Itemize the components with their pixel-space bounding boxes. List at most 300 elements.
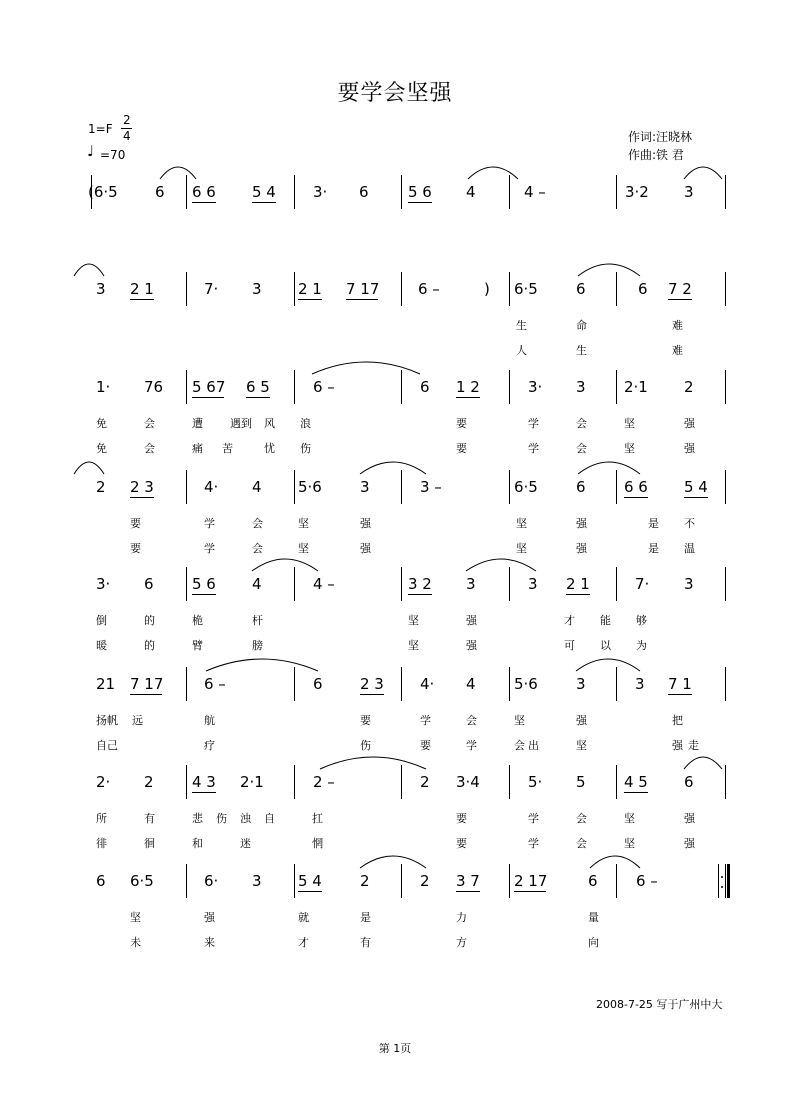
lyric-verse-2: 来	[204, 936, 215, 949]
bar-line	[294, 370, 295, 404]
page-number: 第 1页	[378, 1042, 412, 1055]
lyric-verse-2: 坚	[624, 442, 635, 455]
note-group: 3	[96, 280, 106, 298]
beam-underline	[624, 792, 648, 793]
lyric-verse-2: 要	[420, 739, 431, 752]
lyric-verse-2: 强	[672, 739, 683, 752]
note-group: 7 17	[346, 280, 380, 298]
lyric-verse-2: 出	[528, 739, 539, 752]
note-group: 6	[155, 183, 165, 201]
bar-line	[616, 667, 617, 701]
lyric-verse-2: 和	[192, 837, 203, 850]
bar-line	[509, 864, 510, 898]
beam-underline	[246, 397, 270, 398]
tie-arc	[252, 559, 318, 571]
bar-line	[186, 567, 187, 601]
lyric-verse-2: 坚	[408, 639, 419, 652]
lyric-verse-1: 学	[204, 517, 215, 530]
lyric-verse-1: 航	[204, 714, 215, 727]
note-group: 5 6	[408, 183, 432, 201]
lyricist-credit: 作词:汪晓林	[628, 130, 693, 144]
lyric-verse-1: 把	[672, 714, 683, 727]
note-group: 5 67	[192, 378, 226, 396]
bar-line	[401, 667, 402, 701]
lyric-verse-2: 痛	[192, 442, 203, 455]
lyric-verse-2: 强	[684, 837, 695, 850]
lyric-verse-1: 能	[600, 614, 611, 627]
tie-arc	[684, 167, 722, 179]
bar-line	[725, 765, 726, 799]
note-group: 2	[360, 872, 370, 890]
lyric-verse-1: 要	[360, 714, 371, 727]
lyric-verse-1: 坚	[624, 812, 635, 825]
lyric-verse-1: 学	[528, 812, 539, 825]
lyric-verse-2: 生	[576, 344, 587, 357]
lyric-verse-1: 悲	[192, 812, 203, 825]
lyric-verse-1: 强	[684, 812, 695, 825]
beam-underline	[192, 397, 224, 398]
note-group: (6·5	[88, 183, 118, 201]
note-group: 5·6	[298, 478, 322, 496]
bar-line	[401, 567, 402, 601]
quarter-note-icon: ♩	[87, 142, 95, 160]
note-group: 4·	[420, 675, 435, 693]
note-group: 4 –	[313, 575, 335, 593]
lyric-verse-1: 杆	[252, 614, 263, 627]
note-group: 1 2	[456, 378, 480, 396]
lyric-verse-2: 强	[466, 639, 477, 652]
note-group: 3	[466, 575, 476, 593]
lyric-verse-1: 力	[456, 911, 467, 924]
note-group: 2 –	[313, 773, 335, 791]
tie-arc	[360, 462, 426, 474]
beam-underline	[192, 202, 216, 203]
lyric-verse-2: 徊	[144, 837, 155, 850]
note-group: 7 2	[668, 280, 692, 298]
note-group: 6	[420, 378, 430, 396]
lyric-verse-2: 以	[600, 639, 611, 652]
lyric-verse-2: 会	[576, 442, 587, 455]
note-group: 76	[144, 378, 164, 396]
note-group: 3	[252, 872, 262, 890]
note-group: 5·	[528, 773, 543, 791]
note-group: 2	[96, 478, 106, 496]
bar-line	[616, 370, 617, 404]
lyric-verse-2: 要	[130, 542, 141, 555]
note-group: 21	[96, 675, 116, 693]
lyric-verse-2: 坚	[298, 542, 309, 555]
note-group: 6 –	[636, 872, 658, 890]
tie-arc	[466, 559, 536, 571]
note-group: 3	[576, 675, 586, 693]
tie-arc	[312, 362, 420, 374]
beam-underline	[252, 202, 276, 203]
beam-underline	[192, 594, 216, 595]
lyric-verse-1: 桅	[192, 614, 203, 627]
tie-arc	[74, 462, 104, 474]
bar-line	[186, 175, 187, 209]
lyric-verse-2: 方	[456, 936, 467, 949]
final-bar-line	[727, 864, 730, 898]
bar-line	[186, 272, 187, 306]
note-group: 6 –	[418, 280, 440, 298]
repeat-dot-lower	[721, 886, 723, 888]
lyric-verse-1: 强	[684, 417, 695, 430]
note-group: 3	[360, 478, 370, 496]
note-group: 6·5	[130, 872, 154, 890]
bar-line	[616, 272, 617, 306]
bar-line	[186, 470, 187, 504]
bar-line	[294, 864, 295, 898]
lyric-verse-1: 会	[576, 812, 587, 825]
beam-underline	[408, 594, 432, 595]
bar-line	[725, 667, 726, 701]
beam-underline	[130, 694, 162, 695]
lyric-verse-2: 忧	[264, 442, 275, 455]
note-group: 6	[313, 675, 323, 693]
key-signature: 1=F	[88, 122, 113, 136]
note-group: 2·1	[624, 378, 648, 396]
lyric-verse-1: 有	[144, 812, 155, 825]
lyric-verse-2: 为	[636, 639, 647, 652]
lyric-verse-2: 坚	[576, 739, 587, 752]
lyric-verse-2: 苦	[222, 442, 233, 455]
note-group: 2	[420, 773, 430, 791]
lyric-verse-1: 才	[564, 614, 575, 627]
note-group: 3	[635, 675, 645, 693]
bar-line	[294, 667, 295, 701]
lyric-verse-1: 强	[466, 614, 477, 627]
bar-line	[616, 567, 617, 601]
note-group: 2 1	[130, 280, 154, 298]
lyric-verse-2: 暖	[96, 639, 107, 652]
beam-underline	[668, 694, 692, 695]
lyric-verse-1: 免	[96, 417, 107, 430]
repeat-dot-upper	[721, 876, 723, 878]
note-group: 7·	[204, 280, 219, 298]
note-group: 4	[466, 675, 476, 693]
note-group: 3·	[96, 575, 111, 593]
note-group: 2 1	[566, 575, 590, 593]
bar-line	[186, 667, 187, 701]
lyric-verse-1: 要	[456, 812, 467, 825]
lyric-verse-1: 学	[528, 417, 539, 430]
bar-line	[509, 370, 510, 404]
note-group: 3	[576, 378, 586, 396]
lyric-verse-2: 伤	[300, 442, 311, 455]
tie-arc	[576, 659, 640, 671]
bar-line	[725, 175, 726, 209]
note-group: 2 1	[298, 280, 322, 298]
lyric-verse-2: 有	[360, 936, 371, 949]
note-group: 6	[684, 773, 694, 791]
lyric-verse-2: 要	[456, 442, 467, 455]
lyric-verse-1: 是	[360, 911, 371, 924]
lyric-verse-1: 自	[264, 812, 275, 825]
lyric-verse-2: 向	[588, 936, 599, 949]
note-group: 2 17	[514, 872, 548, 890]
tie-arc	[320, 757, 426, 769]
note-group: 3 2	[408, 575, 432, 593]
beam-underline	[192, 792, 216, 793]
beam-underline	[298, 299, 322, 300]
tie-arc	[468, 167, 518, 179]
bar-line	[509, 470, 510, 504]
lyric-verse-1: 生	[516, 319, 527, 332]
lyric-verse-2: 膀	[252, 639, 263, 652]
tie-arc	[206, 659, 318, 671]
lyric-verse-2: 疗	[204, 739, 215, 752]
time-signature-denominator: 4	[123, 129, 131, 143]
note-group: 6·5	[514, 478, 538, 496]
note-group: 4 5	[624, 773, 648, 791]
tie-arc	[590, 856, 640, 868]
lyric-verse-1: 命	[576, 319, 587, 332]
tie-arc	[684, 757, 722, 769]
beam-underline	[346, 299, 378, 300]
lyric-verse-2: 迷	[240, 837, 251, 850]
tie-arc	[74, 264, 104, 276]
lyric-verse-2: 要	[456, 837, 467, 850]
lyric-verse-1: 要	[130, 517, 141, 530]
lyric-verse-2: 会	[514, 739, 525, 752]
lyric-verse-2: 徘	[96, 837, 107, 850]
note-group: 2	[420, 872, 430, 890]
lyric-verse-2: 学	[528, 837, 539, 850]
note-group: 7 1	[668, 675, 692, 693]
lyric-verse-1: 远	[132, 714, 143, 727]
note-group: 6	[576, 478, 586, 496]
note-group: 3·	[313, 183, 328, 201]
lyric-verse-2: 伤	[360, 739, 371, 752]
note-group: 4·	[204, 478, 219, 496]
bar-line	[294, 272, 295, 306]
note-group: 5 6	[192, 575, 216, 593]
note-group: 4	[252, 575, 262, 593]
lyric-verse-1: 会	[576, 417, 587, 430]
composer-credit: 作曲:铁 君	[628, 148, 684, 162]
bar-line	[725, 567, 726, 601]
bar-line	[401, 765, 402, 799]
lyric-verse-1: 会	[252, 517, 263, 530]
lyric-verse-1: 不	[684, 517, 695, 530]
note-group: 6 6	[192, 183, 216, 201]
lyric-verse-1: 强	[204, 911, 215, 924]
lyric-verse-2: 才	[298, 936, 309, 949]
lyric-verse-2: 学	[466, 739, 477, 752]
note-group: )	[484, 280, 490, 298]
bar-line	[401, 272, 402, 306]
lyric-verse-1: 坚	[298, 517, 309, 530]
note-group: 7 17	[130, 675, 164, 693]
time-signature-numerator: 2	[123, 113, 131, 127]
note-group: 4 –	[524, 183, 546, 201]
lyric-verse-2: 人	[516, 344, 527, 357]
note-group: 7·	[635, 575, 650, 593]
beam-underline	[566, 594, 590, 595]
beam-underline	[360, 694, 384, 695]
lyric-verse-2: 坚	[624, 837, 635, 850]
lyric-verse-1: 强	[576, 714, 587, 727]
bar-line	[509, 567, 510, 601]
note-group: 2	[684, 378, 694, 396]
lyric-verse-2: 学	[204, 542, 215, 555]
lyric-verse-1: 坚	[408, 614, 419, 627]
bar-line	[401, 864, 402, 898]
note-group: 2 3	[360, 675, 384, 693]
bar-line	[509, 667, 510, 701]
lyric-verse-1: 量	[588, 911, 599, 924]
bar-line	[509, 175, 510, 209]
bar-line	[718, 864, 719, 898]
bar-line	[725, 272, 726, 306]
tie-arc	[578, 264, 640, 276]
lyric-verse-2: 可	[564, 639, 575, 652]
beam-underline	[668, 299, 692, 300]
lyric-verse-1: 坚	[130, 911, 141, 924]
note-group: 6	[588, 872, 598, 890]
note-group: 2	[144, 773, 154, 791]
lyric-verse-2: 免	[96, 442, 107, 455]
lyric-verse-2: 的	[144, 639, 155, 652]
lyric-verse-1: 遭	[192, 417, 203, 430]
bar-line	[725, 864, 726, 898]
bar-line	[725, 470, 726, 504]
note-group: 4 3	[192, 773, 216, 791]
lyric-verse-2: 温	[684, 542, 695, 555]
lyric-verse-1: 扛	[312, 812, 323, 825]
bar-line	[294, 567, 295, 601]
lyric-verse-1: 学	[420, 714, 431, 727]
lyric-verse-1: 遇到	[230, 417, 252, 430]
note-group: 2 3	[130, 478, 154, 496]
bar-line	[509, 272, 510, 306]
lyric-verse-2: 坚	[516, 542, 527, 555]
lyric-verse-2: 强	[360, 542, 371, 555]
tie-arc	[160, 167, 196, 179]
lyric-verse-1: 强	[360, 517, 371, 530]
note-group: 3	[252, 280, 262, 298]
lyric-verse-1: 伤	[216, 812, 227, 825]
lyric-verse-1: 浊	[240, 812, 251, 825]
lyric-verse-2: 学	[528, 442, 539, 455]
tempo-marking: =70	[100, 148, 126, 162]
note-group: 6 –	[204, 675, 226, 693]
note-group: 1·	[96, 378, 111, 396]
song-title: 要学会坚强	[337, 81, 453, 106]
note-group: 5·6	[514, 675, 538, 693]
beam-underline	[298, 891, 322, 892]
bar-line	[294, 175, 295, 209]
beam-underline	[684, 497, 708, 498]
lyric-verse-2: 会	[576, 837, 587, 850]
lyric-verse-1: 风	[264, 417, 275, 430]
bar-line	[509, 765, 510, 799]
lyric-verse-1: 所	[96, 812, 107, 825]
note-group: 6	[638, 280, 648, 298]
bar-line	[616, 765, 617, 799]
bar-line	[186, 864, 187, 898]
note-group: 2·1	[240, 773, 264, 791]
bar-line	[186, 765, 187, 799]
note-group: 5 4	[684, 478, 708, 496]
lyric-verse-2: 强	[576, 542, 587, 555]
note-group: 3	[528, 575, 538, 593]
bar-line	[725, 370, 726, 404]
note-group: 6·	[204, 872, 219, 890]
note-group: 3	[684, 575, 694, 593]
bar-line	[616, 470, 617, 504]
lyric-verse-1: 坚	[516, 517, 527, 530]
note-group: 4	[466, 183, 476, 201]
bar-line	[186, 370, 187, 404]
note-group: 6	[576, 280, 586, 298]
note-group: 5	[576, 773, 586, 791]
beam-underline	[456, 397, 480, 398]
note-group: 5 4	[298, 872, 322, 890]
lyric-verse-1: 会	[466, 714, 477, 727]
lyric-verse-2: 未	[130, 936, 141, 949]
note-group: 4	[252, 478, 262, 496]
lyric-verse-1: 的	[144, 614, 155, 627]
lyric-verse-2: 会	[252, 542, 263, 555]
lyric-verse-1: 扬帆	[96, 714, 118, 727]
bar-line	[401, 470, 402, 504]
beam-underline	[130, 497, 154, 498]
lyric-verse-1: 坚	[514, 714, 525, 727]
footer-date: 2008-7-25 写于广州中大	[596, 998, 723, 1011]
beam-underline	[130, 299, 154, 300]
bar-line	[294, 470, 295, 504]
note-group: 2·	[96, 773, 111, 791]
lyric-verse-1: 就	[298, 911, 309, 924]
bar-line	[616, 175, 617, 209]
lyric-verse-1: 够	[636, 614, 647, 627]
note-group: 3 –	[420, 478, 442, 496]
note-group: 6 –	[313, 378, 335, 396]
lyric-verse-1: 要	[456, 417, 467, 430]
note-group: 5 4	[252, 183, 276, 201]
beam-underline	[456, 891, 480, 892]
beam-underline	[514, 891, 546, 892]
bar-line	[294, 765, 295, 799]
note-group: 6·5	[514, 280, 538, 298]
note-group: 3·	[528, 378, 543, 396]
lyric-verse-1: 坚	[624, 417, 635, 430]
note-group: 3 7	[456, 872, 480, 890]
lyric-verse-1: 难	[672, 319, 683, 332]
bar-line	[616, 864, 617, 898]
note-group: 6	[96, 872, 106, 890]
note-group: 6 6	[624, 478, 648, 496]
lyric-verse-1: 是	[648, 517, 659, 530]
note-group: 3	[684, 183, 694, 201]
note-group: 3·2	[625, 183, 649, 201]
tie-arc	[360, 856, 426, 868]
lyric-verse-1: 会	[144, 417, 155, 430]
lyric-verse-2: 强	[684, 442, 695, 455]
lyric-verse-1: 浪	[300, 417, 311, 430]
note-group: 3·4	[456, 773, 480, 791]
lyric-verse-2: 走	[688, 739, 699, 752]
bar-line	[401, 370, 402, 404]
lyric-verse-2: 难	[672, 344, 683, 357]
note-group: 6	[144, 575, 154, 593]
beam-underline	[408, 202, 432, 203]
lyric-verse-2: 是	[648, 542, 659, 555]
lyric-verse-1: 强	[576, 517, 587, 530]
note-group: 6	[359, 183, 369, 201]
